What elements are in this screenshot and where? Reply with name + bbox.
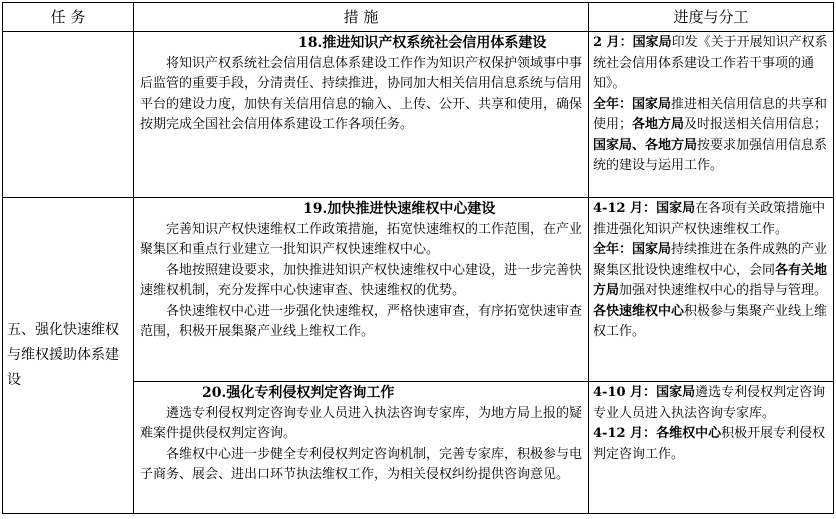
measure-19-title: 19.加快推进快速维权中心建设 [303, 201, 496, 217]
measures-20 [134, 382, 589, 514]
measure-20-title: 20.强化专利侵权判定咨询工作 [202, 385, 395, 401]
row-19 [3, 198, 834, 382]
progress-19-item-1: 4-12 月：国家局在各项有关政策措施中推进强化知识产权快速维权工作。 [593, 201, 826, 237]
progress-19-item-2: 全年：国家局持续推进在条件成熟的产业聚集区批设快速维权中心，会同各有关地方局加强对快速维权中心的指导与管理。各快速维权中心积极参与集聚产业线上维权工作。 [593, 242, 828, 339]
task-5-label: 五、强化快速维权与维权援助体系建设 [3, 198, 134, 514]
measures-18 [134, 32, 589, 198]
progress-19 [589, 198, 834, 382]
measure-19-body-2: 各地按照建设要求，加快推进知识产权快速维权中心建设，进一步完善快速维权机制，充分发挥中心快速审查、快速维权的优势。 [140, 262, 583, 298]
progress-18-item-1: 2 月：国家局印发《关于开展知识产权系统社会信用体系建设工作若干事项的通知》。 [593, 35, 828, 91]
work-plan-table [2, 2, 834, 514]
measures-19 [134, 198, 589, 382]
progress-18-item-2: 全年：国家局推进相关信用信息的共享和使用；各地方局及时报送相关信用信息；国家局、各地方局按要求加强信用信息系统的建设与运用工作。 [593, 96, 828, 173]
header-progress: 进度与分工 [589, 3, 834, 32]
measure-18-body: 将知识产权系统社会信用信息体系建设工作作为知识产权保护领域事中事后监管的重要手段，分清责任、持续推进，协同加大相关信用信息系统与信用平台的建设力度，加快有关信用信息的输入、上传、公开、共享和使用，确保按期完成全国社会信用体系建设工作各项任务。 [140, 55, 583, 132]
measure-20-body-2: 各维权中心进一步健全专利侵权判定咨询机制，完善专家库，积极参与电子商务、展会、进出口环节执法维权工作，为相关侵权纠纷提供咨询意见。 [140, 446, 583, 482]
row-18 [3, 32, 834, 198]
progress-20 [589, 382, 834, 514]
measure-19-body-1: 完善知识产权快速维权工作政策措施，拓宽快速维权的工作范围，在产业聚集区和重点行业建立一批知识产权快速维权中心。 [140, 221, 583, 257]
header-measures: 措 施 [134, 3, 589, 32]
measure-18-title: 18.推进知识产权系统社会信用体系建设 [298, 35, 547, 51]
header-task: 任 务 [3, 3, 134, 32]
progress-20-item-1: 4-10 月：国家局遴选专利侵权判定咨询专业人员进入执法咨询专家库。 [593, 385, 826, 421]
progress-20-item-2: 4-12 月：各维权中心积极开展专利侵权判定咨询工作。 [593, 426, 826, 462]
header-row [3, 3, 834, 32]
measure-19-body-3: 各快速维权中心进一步强化快速维权，严格快速审查，有序拓宽快速审查范围，积极开展集聚产业线上维权工作。 [140, 303, 583, 339]
task-cell-empty [3, 32, 134, 198]
progress-18 [589, 32, 834, 198]
measure-20-body-1: 遴选专利侵权判定咨询专业人员进入执法咨询专家库，为地方局上报的疑难案件提供侵权判定咨询。 [140, 405, 583, 441]
